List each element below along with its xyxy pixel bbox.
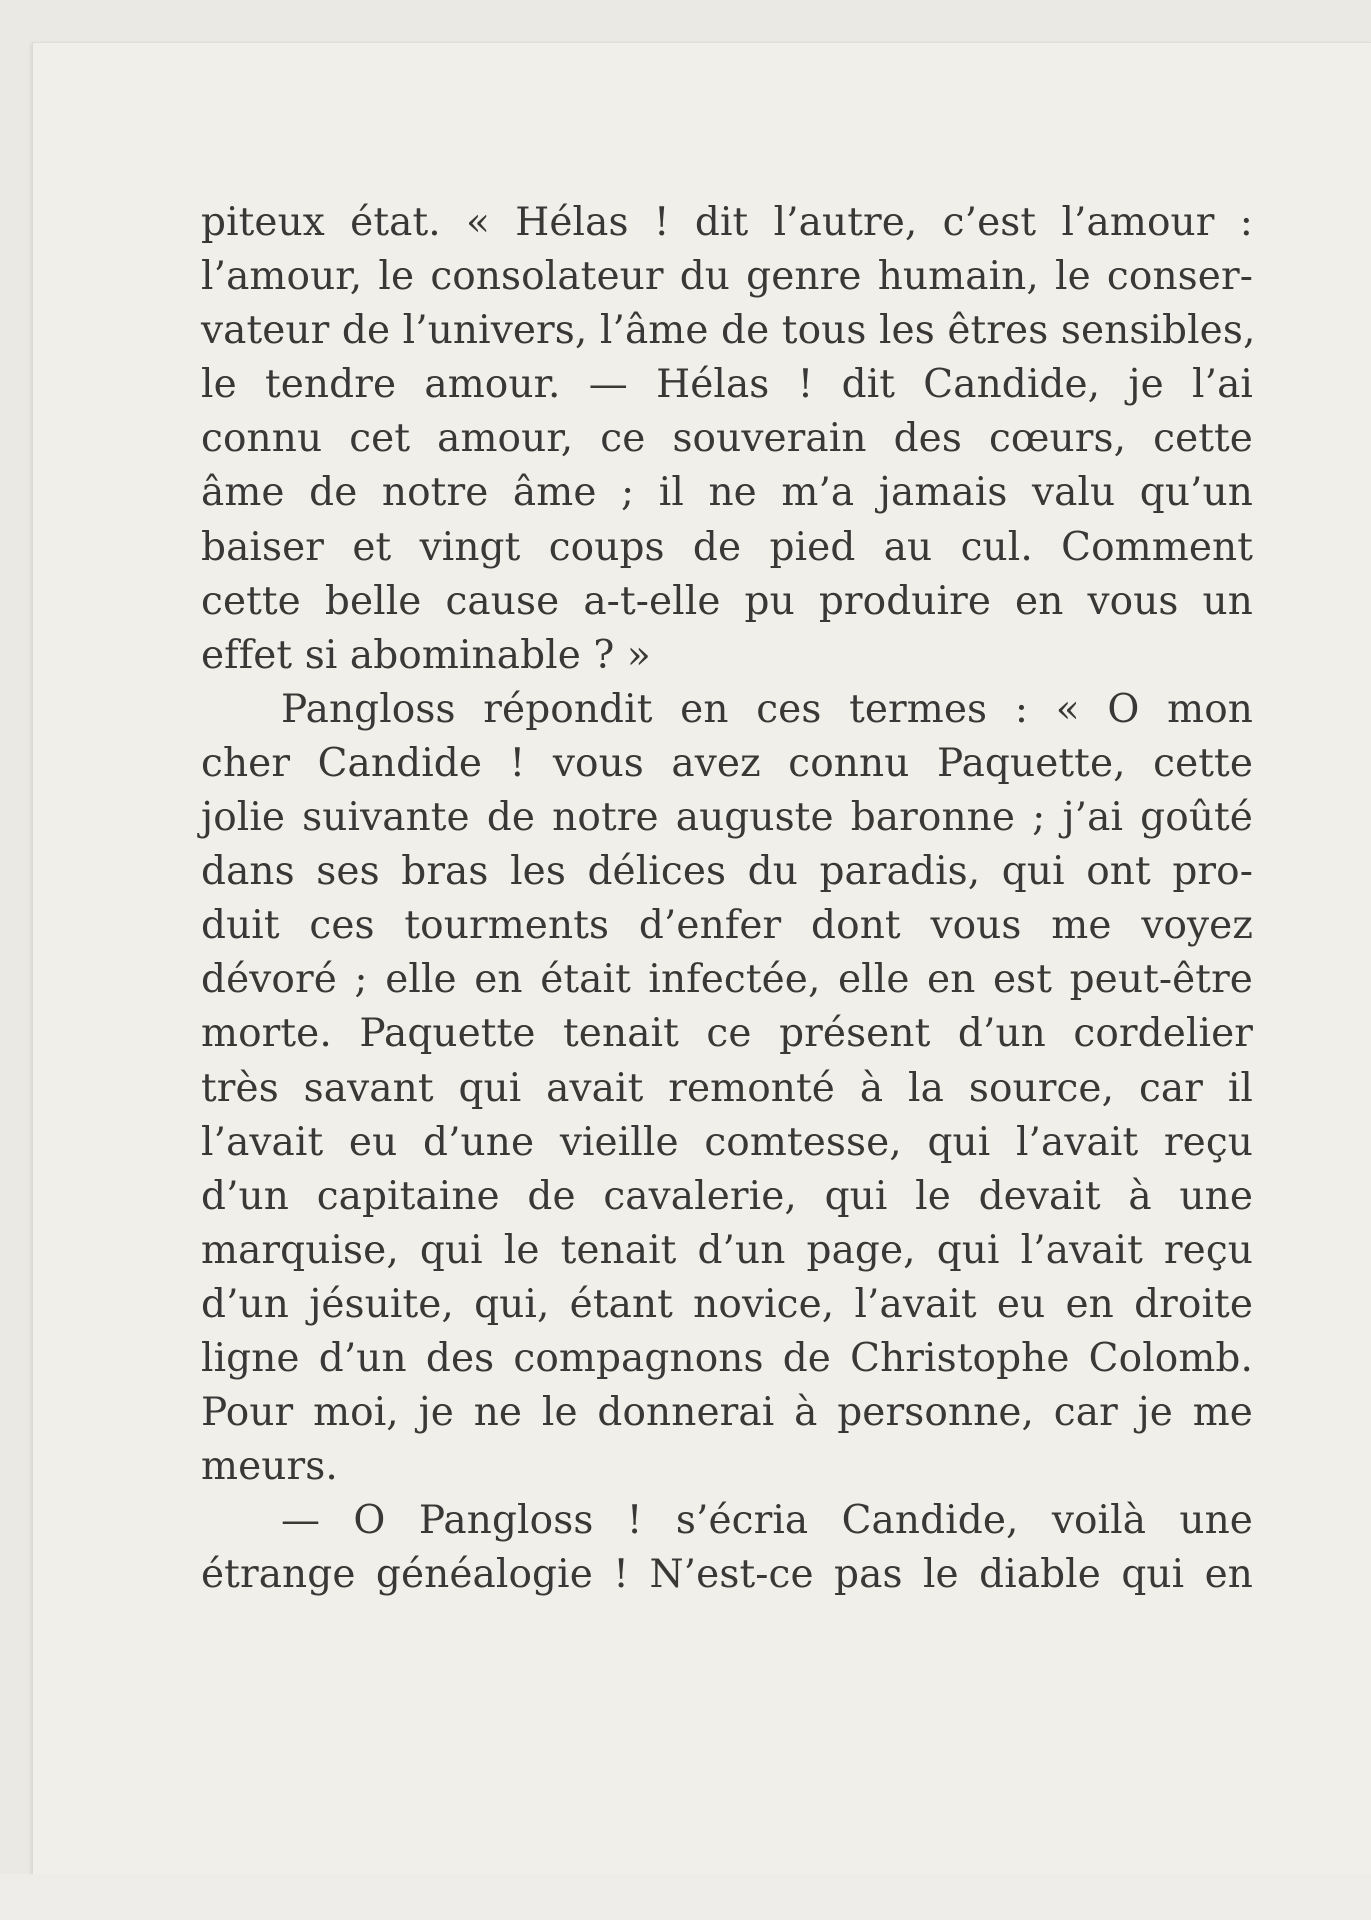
text-line: ligne d’un des compagnons de Christophe Colomb. — [201, 1335, 1253, 1381]
text-line: morte. Paquette tenait ce présent d’un cordelier — [201, 1011, 1253, 1057]
body-text — [201, 196, 1256, 1602]
text-line: marquise, qui le tenait d’un page, qui l’avait reçu — [201, 1227, 1253, 1273]
text-line: le tendre amour. — Hélas ! dit Candide, je l’ai — [201, 362, 1253, 408]
paragraph-first-line: Pangloss répondit en ces termes : « O mon — [281, 686, 1253, 732]
text-line: connu cet amour, ce souverain des cœurs, cette — [201, 416, 1253, 462]
text-line: cher Candide ! vous avez connu Paquette, cette — [201, 740, 1253, 786]
text-line: dévoré ; elle en était infectée, elle en est peut-être — [201, 957, 1253, 1003]
text-line: l’amour, le consolateur du genre humain, le conser- — [201, 254, 1253, 300]
text-line: baiser et vingt coups de pied au cul. Comment — [201, 524, 1253, 570]
text-line: âme de notre âme ; il ne m’a jamais valu qu’un — [201, 470, 1253, 516]
text-line: jolie suivante de notre auguste baronne ; j’ai goûté — [201, 795, 1253, 841]
text-line: piteux état. « Hélas ! dit l’autre, c’est l’amour : — [201, 200, 1253, 245]
text-line: d’un capitaine de cavalerie, qui le devait à une — [201, 1173, 1253, 1219]
text-line: cette belle cause a-t-elle pu produire en vous un — [201, 578, 1253, 624]
text-line: effet si abominable ? » — [201, 632, 651, 678]
paragraph-first-line: — O Pangloss ! s’écria Candide, voilà une — [281, 1498, 1253, 1544]
text-line: d’un jésuite, qui, étant novice, l’avait eu en droite — [201, 1281, 1253, 1327]
text-line: vateur de l’univers, l’âme de tous les êtres sensibles, — [201, 308, 1256, 354]
text-line: très savant qui avait remonté à la source, car il — [201, 1065, 1253, 1111]
text-line: dans ses bras les délices du paradis, qui ont pro- — [201, 849, 1253, 895]
text-line: étrange généalogie ! N’est-ce pas le diable qui en — [201, 1552, 1253, 1598]
text-line: meurs. — [201, 1444, 338, 1490]
text-line: l’avait eu d’une vieille comtesse, qui l’avait reçu — [201, 1119, 1253, 1165]
text-line: duit ces tourments d’enfer dont vous me voyez — [201, 903, 1253, 949]
text-line: Pour moi, je ne le donnerai à personne, car je me — [201, 1390, 1253, 1436]
page-bottom-edge — [0, 1874, 1371, 1920]
